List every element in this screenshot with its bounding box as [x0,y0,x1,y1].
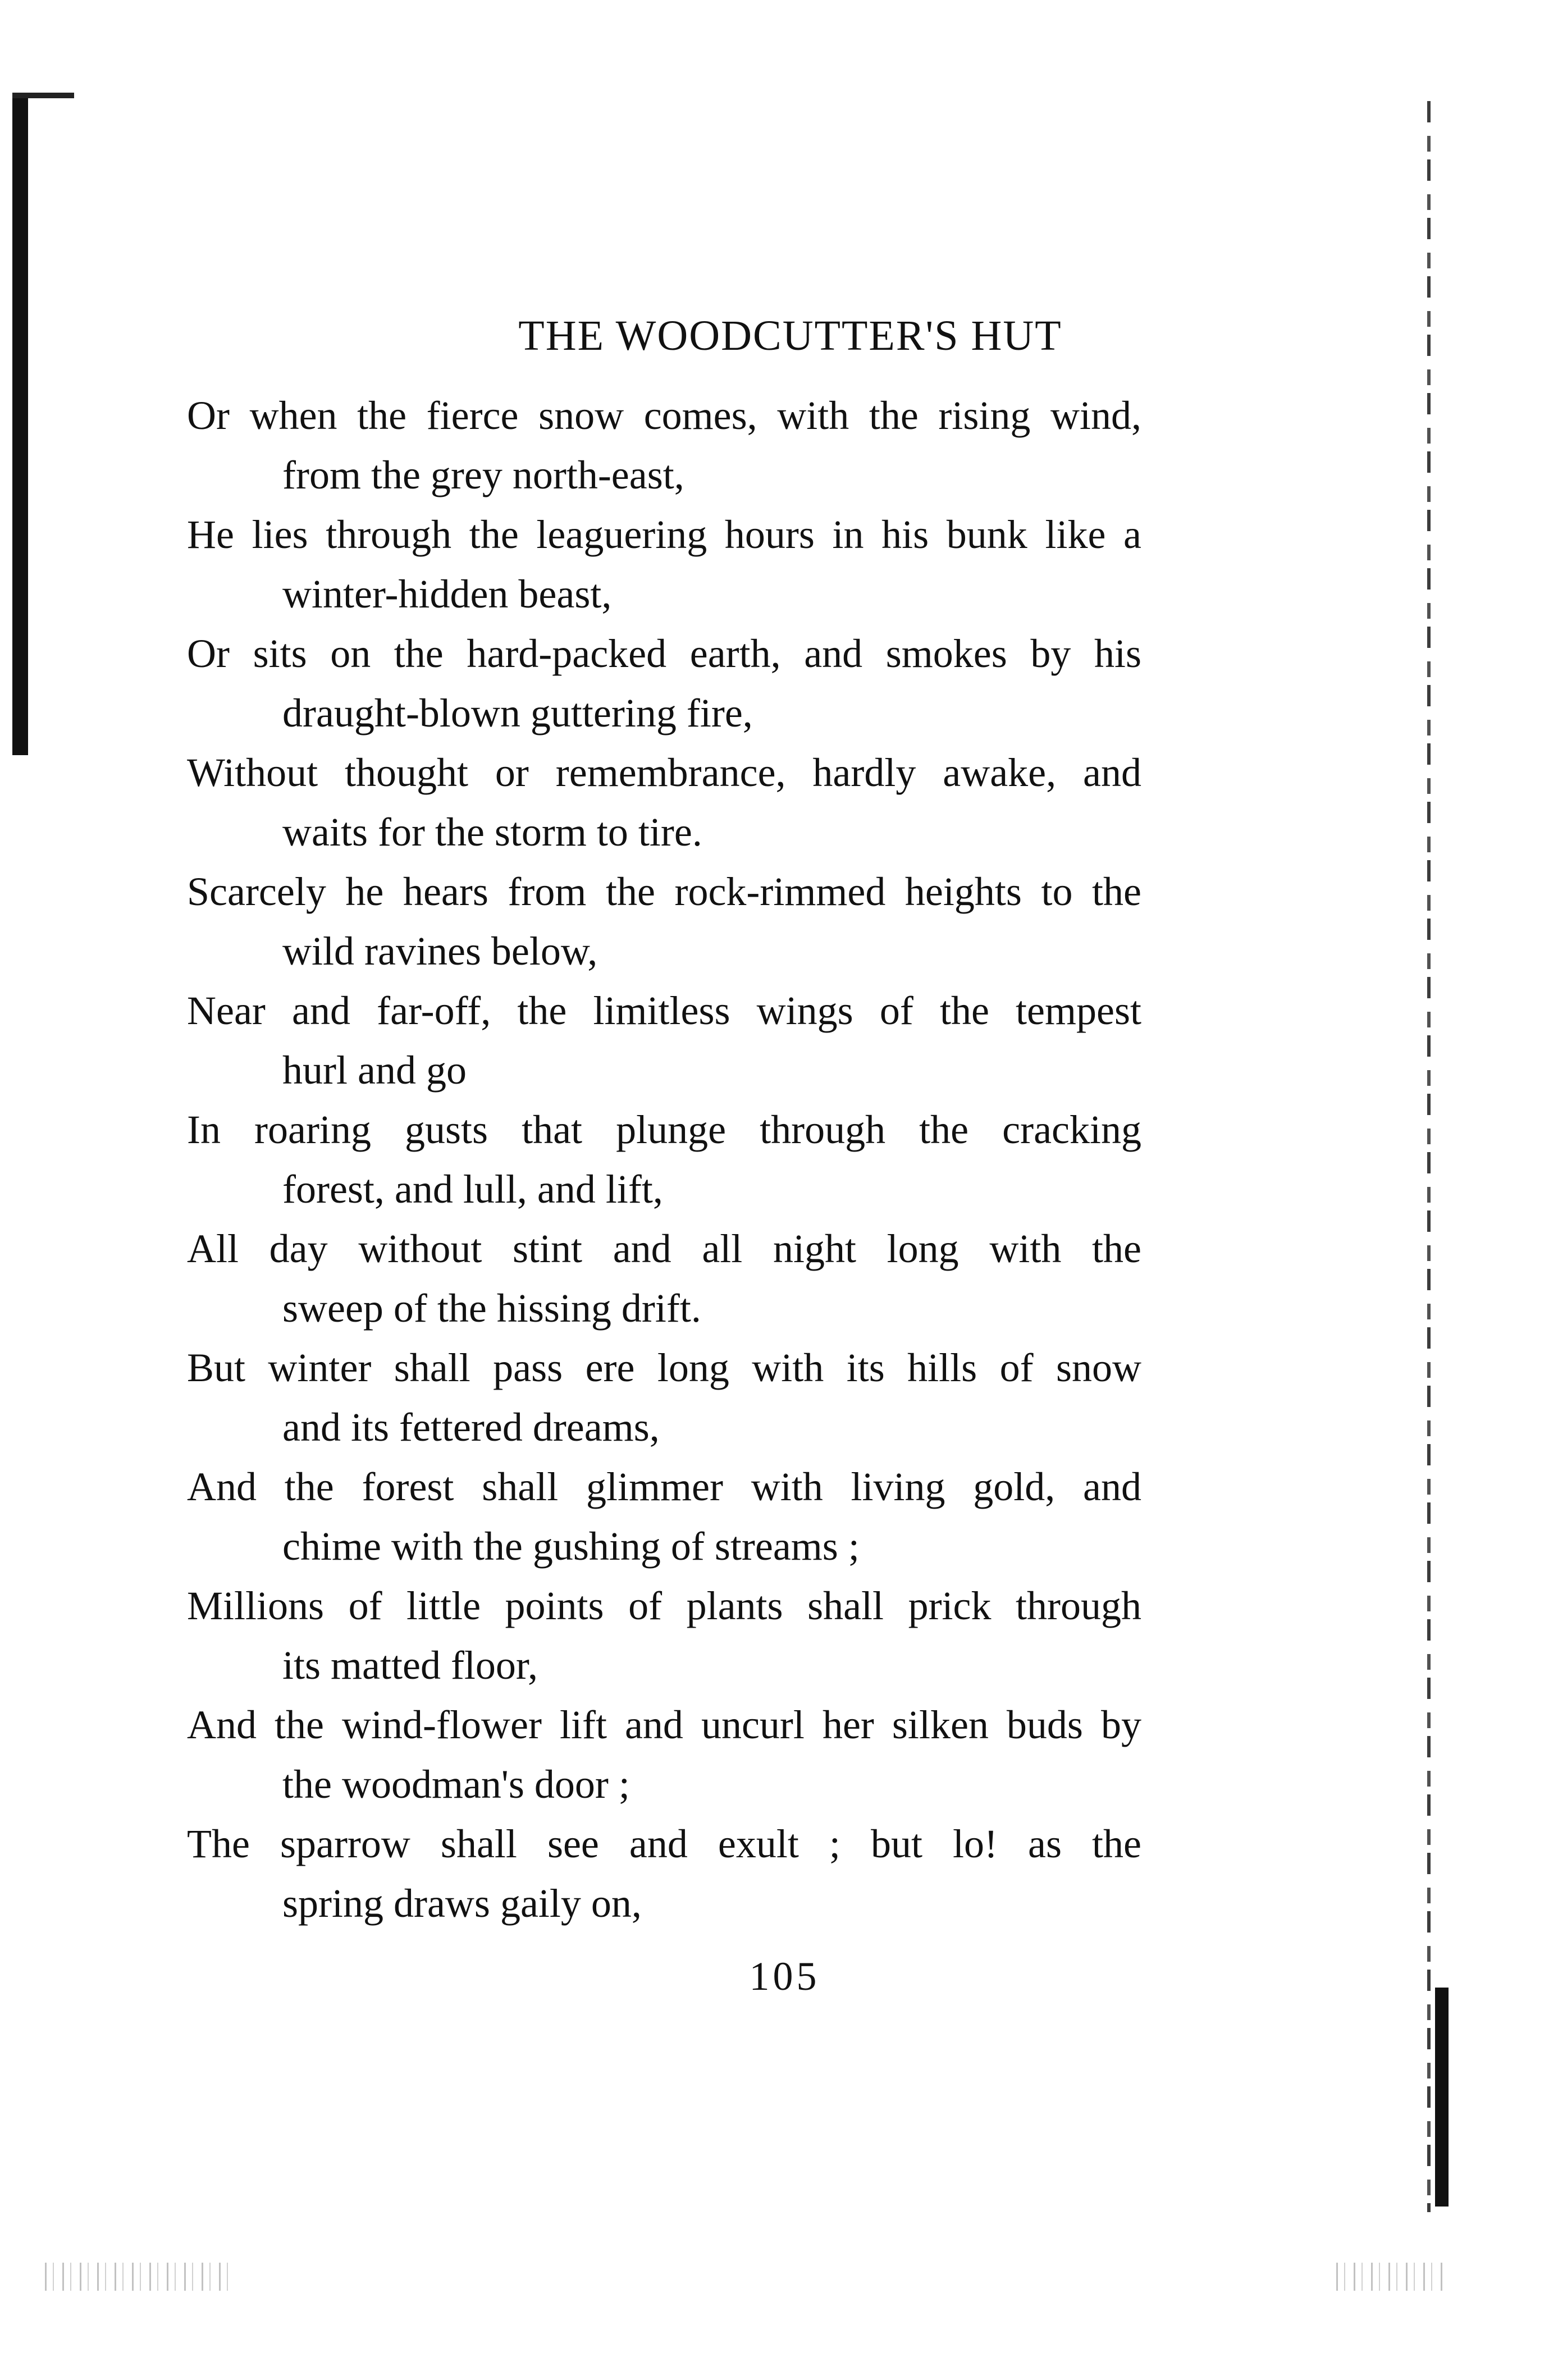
poem-text [187,387,1141,1935]
running-head: THE WOODCUTTER'S HUT [518,312,1062,359]
poem-line-main: The sparrow shall see and exult ; but lo! as the [187,1821,1141,1866]
poem-line [187,744,1141,864]
poem-line-main: Or when the fierce snow comes, with the rising wind, [187,393,1141,438]
poem-line-continuation: hurl and go [282,1048,467,1093]
poem-line-continuation: winter-hidden beast, [282,572,612,616]
poem-line [187,1102,1141,1221]
poem-line [187,1578,1141,1697]
poem-line [187,506,1141,625]
scan-bottom-noise-right [1336,2263,1443,2291]
scan-right-edge [1427,101,1431,2212]
poem-line-continuation: spring draws gaily on, [282,1881,642,1926]
poem-line-continuation: forest, and lull, and lift, [282,1167,663,1212]
poem-line-main: Near and far-off, the limitless wings of the tempest [187,988,1141,1033]
poem-line-main: He lies through the leaguering hours in his bunk like a [187,512,1141,557]
poem-line [187,1816,1141,1935]
poem-line-continuation: and its fettered dreams, [282,1405,660,1450]
poem-line-main: Millions of little points of plants shall prick through [187,1583,1141,1628]
poem-line-continuation: wild ravines below, [282,929,598,974]
poem-line-main: And the forest shall glimmer with living gold, and [187,1464,1141,1509]
poem-line-main: But winter shall pass ere long with its hills of snow [187,1345,1141,1390]
poem-line [187,1459,1141,1578]
scan-right-edge-heavy [1435,1988,1449,2207]
poem-line [187,625,1141,744]
poem-line [187,983,1141,1102]
poem-line [187,387,1141,506]
page-number: 105 [749,1954,820,1999]
poem-line-main: And the wind-flower lift and uncurl her silken buds by [187,1702,1141,1747]
poem-line-continuation: chime with the gushing of streams ; [282,1524,860,1569]
poem-line-main: Without thought or remembrance, hardly awake, and [187,750,1141,795]
poem-line-main: Scarcely he hears from the rock-rimmed heights to the [187,869,1141,914]
poem-line-main: In roaring gusts that plunge through the cracking [187,1107,1141,1152]
poem-line [187,1221,1141,1340]
scan-left-edge [12,93,28,755]
scan-left-edge-top [12,93,74,98]
poem-line-continuation: waits for the storm to tire. [282,810,702,855]
poem-line-continuation: draught-blown guttering fire, [282,691,753,736]
poem-line [187,864,1141,983]
poem-line-main: All day without stint and all night long with the [187,1226,1141,1271]
poem-line-continuation: from the grey north-east, [282,453,684,497]
poem-line [187,1697,1141,1816]
poem-line-main: Or sits on the hard-packed earth, and smokes by his [187,631,1141,676]
poem-line-continuation: its matted floor, [282,1643,538,1688]
poem-line-continuation: the woodman's door ; [282,1762,630,1807]
poem-line-continuation: sweep of the hissing drift. [282,1286,701,1331]
scan-bottom-noise-left [45,2263,236,2291]
poem-line [187,1340,1141,1459]
